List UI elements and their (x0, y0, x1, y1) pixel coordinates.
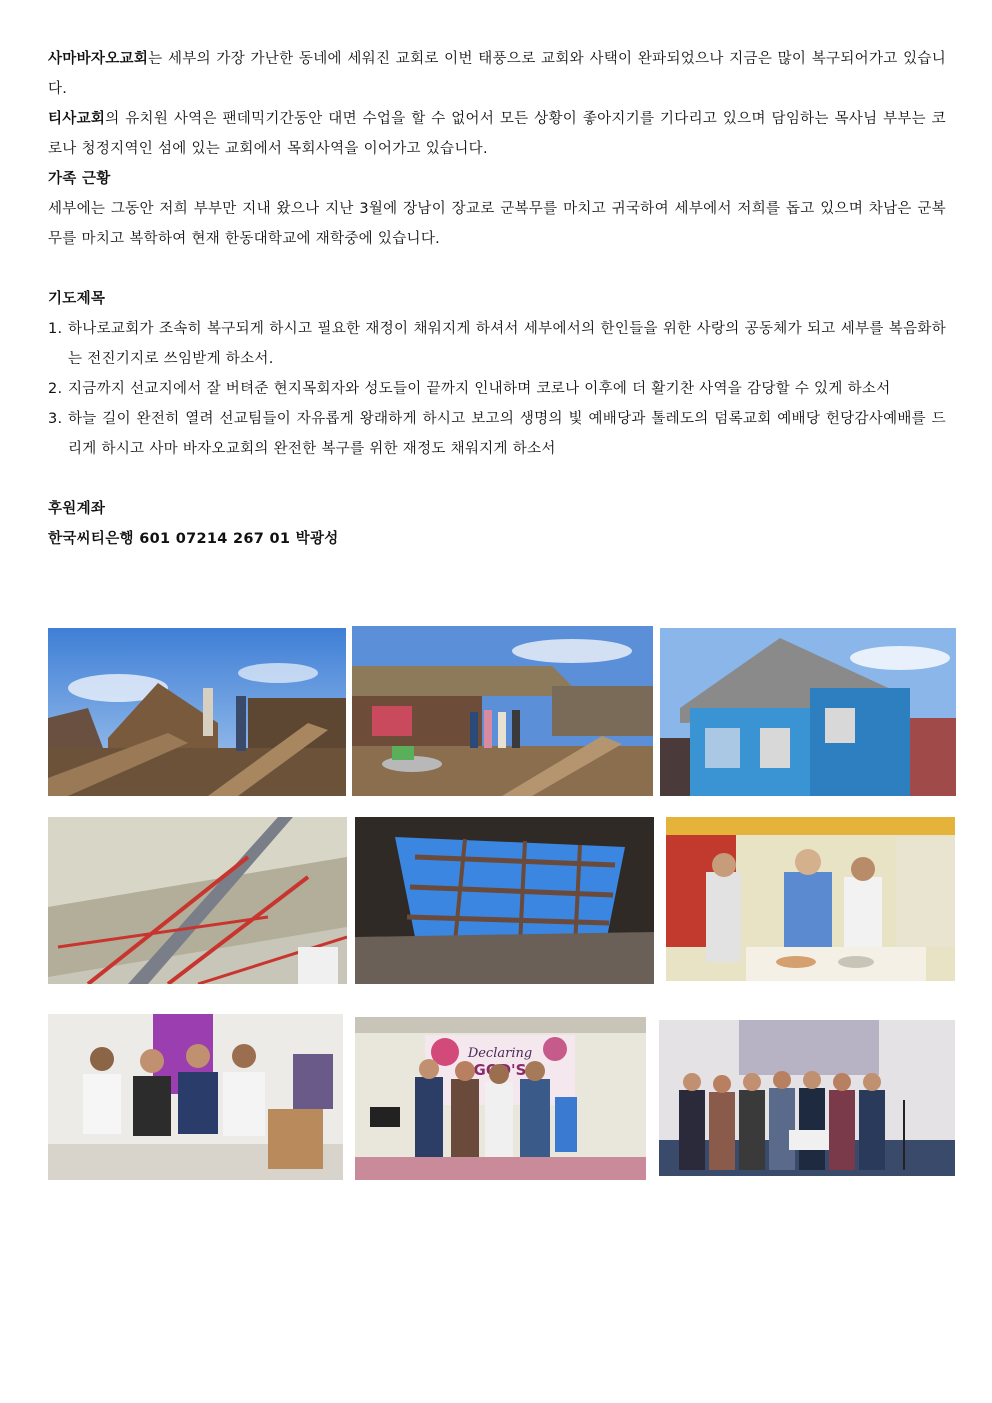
donation-heading: 후원계좌 (48, 501, 106, 517)
prayer-item-number: 2. (48, 381, 63, 397)
prayer-item (48, 374, 946, 404)
church-name-tisa: 티사교회 (48, 111, 106, 127)
intro-paragraph-1 (48, 44, 946, 104)
photo-open-roof-sky (355, 817, 654, 984)
photo-seated-group (48, 1014, 343, 1180)
banner-text-1: Declaring (467, 1046, 533, 1061)
letter-body (48, 44, 946, 554)
intro-paragraph-2 (48, 104, 946, 164)
photo-congregation-group (659, 1020, 955, 1176)
prayer-item-text: 하늘 길이 완전히 열려 선교팀들이 자유롭게 왕래하게 하시고 보고의 생명의 빛 예배당과 톨레도의 덤록교회 예배당 헌당감사예배를 드리게 하시고 사마 바자오교회의 완전한 복구를 위한 재정도 채워지게 하소서 (68, 411, 946, 457)
photo-damaged-home-people (352, 626, 653, 796)
intro-paragraph-2-text: 의 유치원 사역은 팬데믹기간동안 대면 수업을 할 수 없어서 모든 상황이 좋아지기를 기다리고 있으며 담임하는 목사님 부부는 코로나 청정지역인 섬에 있는 교회에서 목회사역을 이어가고 있습니다. (48, 111, 946, 157)
family-text: 세부에는 그동안 저희 부부만 지내 왔으나 지난 3월에 장남이 장교로 군복무를 마치고 귀국하여 세부에서 저희를 돕고 있으며 차남은 군복무를 마치고 복학하여 현재 한동대학교에 재학중에 있습니다. (48, 201, 946, 247)
photo-damaged-houses (48, 628, 346, 796)
family-heading: 가족 근황 (48, 171, 111, 187)
prayer-list (48, 314, 946, 464)
donation-account: 한국씨티은행 601 07214 267 01 박광성 (48, 531, 339, 547)
photo-church-gift-presentation (666, 817, 955, 981)
church-name-samabajao: 사마바자오교회 (48, 51, 149, 67)
photo-church-banner-group (355, 1017, 646, 1180)
prayer-heading: 기도제목 (48, 291, 106, 307)
prayer-item (48, 404, 946, 464)
intro-paragraph-1-text: 는 세부의 가장 가난한 동네에 세워진 교회로 이번 태풍으로 교회와 사택이 완파되었으나 지금은 많이 복구되어가고 있습니다. (48, 51, 946, 97)
photo-blue-church-building (660, 628, 956, 796)
prayer-item-text: 지금까지 선교지에서 잘 버텨준 현지목회자와 성도들이 끝까지 인내하며 코로나 이후에 더 활기찬 사역을 감당할 수 있게 하소서 (68, 381, 891, 397)
prayer-item-text: 하나로교회가 조속히 복구되게 하시고 필요한 재정이 채워지게 하셔서 세부에서의 한인들을 위한 사랑의 공동체가 되고 세부를 복음화하는 전진기지로 쓰임받게 하소서. (68, 321, 946, 367)
prayer-item-number: 3. (48, 411, 63, 427)
prayer-item-number: 1. (48, 321, 63, 337)
prayer-item (48, 314, 946, 374)
photo-roof-frame-close (48, 817, 347, 984)
